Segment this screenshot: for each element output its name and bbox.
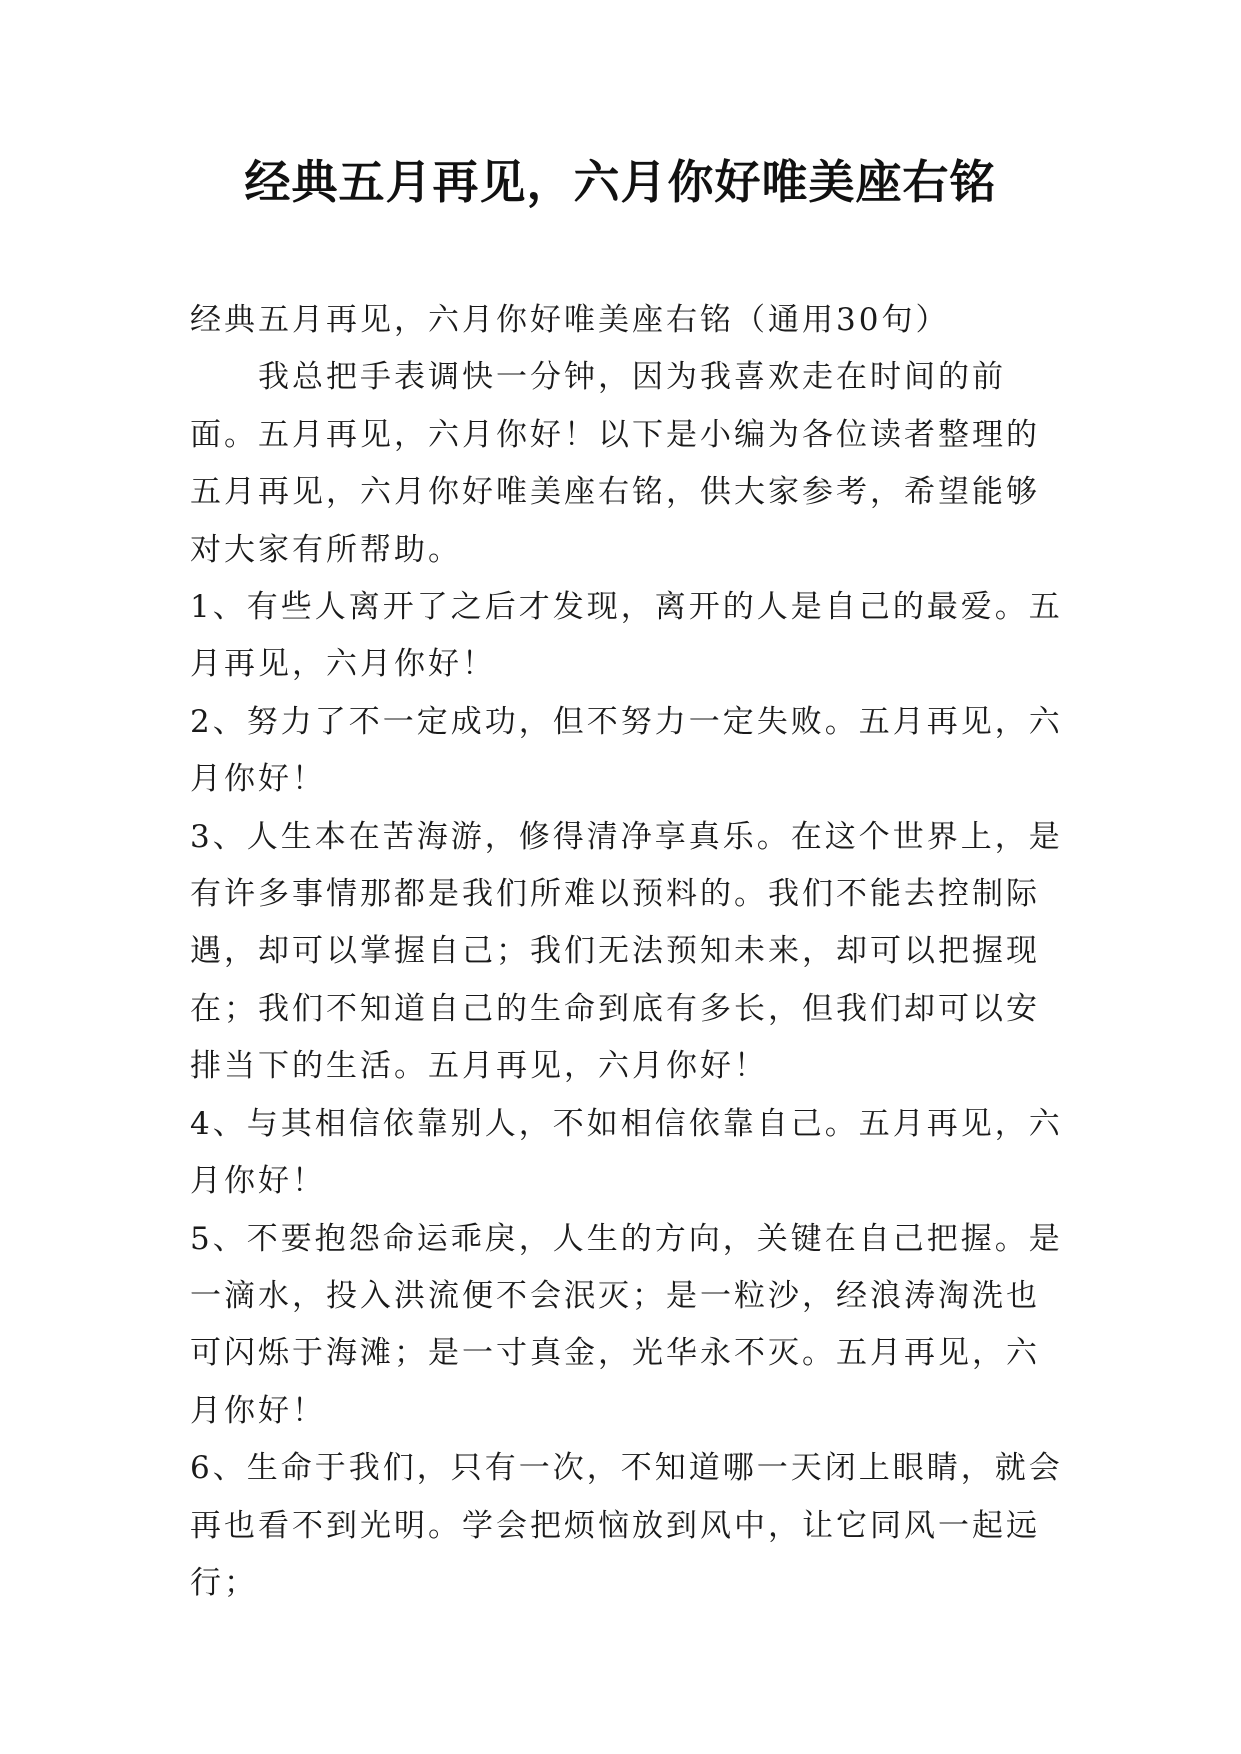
document-subtitle: 经典五月再见，六月你好唯美座右铭（通用30句） — [190, 302, 950, 338]
list-item-6: 6、生命于我们，只有一次，不知道哪一天闭上眼睛，就会再也看不到光明。学会把烦恼放到风中，让它同风一起远行； — [190, 1450, 1063, 1601]
list-item-3: 3、人生本在苦海游，修得清净享真乐。在这个世界上，是有许多事情那都是我们所难以预料的。我们不能去控制际遇，却可以掌握自己；我们无法预知未来，却可以把握现在；我们不知道自己的生命到底有多长，但我们却可以安排当下的生活。五月再见，六月你好！ — [190, 818, 1063, 1085]
list-item-4: 4、与其相信依靠别人，不如相信依靠自己。五月再见，六月你好！ — [190, 1105, 1063, 1200]
document-title: 经典五月再见，六月你好唯美座右铭 — [244, 155, 997, 209]
intro-paragraph: 我总把手表调快一分钟，因为我喜欢走在时间的前面。五月再见，六月你好！以下是小编为各位读者整理的五月再见，六月你好唯美座右铭，供大家参考，希望能够对大家有所帮助。 — [190, 359, 1040, 568]
list-item-5: 5、不要抱怨命运乖戾，人生的方向，关键在自己把握。是一滴水，投入洪流便不会泯灭；是一粒沙，经浪涛淘洗也可闪烁于海滩；是一寸真金，光华永不灭。五月再见，六月你好！ — [190, 1220, 1063, 1429]
list-item-1: 1、有些人离开了之后才发现，离开的人是自己的最爱。五月再见，六月你好！ — [190, 589, 1063, 683]
document-body — [190, 292, 1065, 1612]
list-item-2: 2、努力了不一定成功，但不努力一定失败。五月再见，六月你好！ — [190, 703, 1063, 798]
